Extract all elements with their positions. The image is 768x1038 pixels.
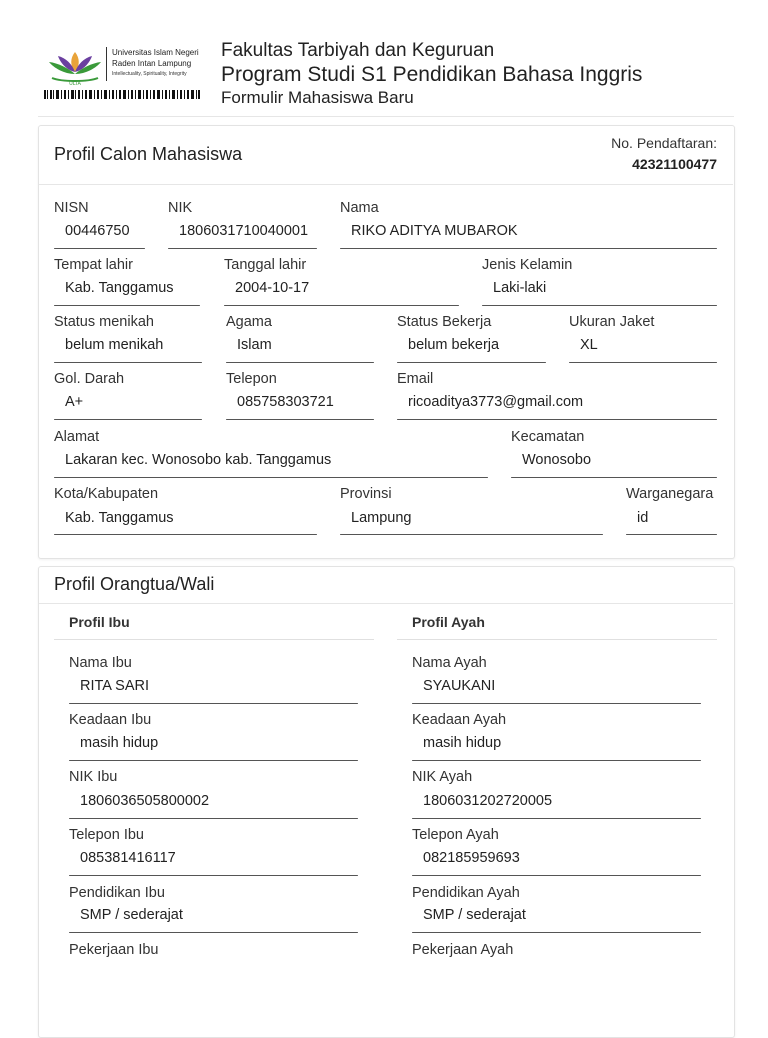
barcode-icon: [44, 90, 200, 99]
tanggal-lahir-underline: [224, 305, 459, 306]
profil-ayah-divider: [397, 639, 717, 640]
telepon-label: Telepon: [226, 371, 277, 387]
telepon-field[interactable]: 085758303721: [237, 394, 334, 410]
ukuran-jaket-label: Ukuran Jaket: [569, 314, 655, 330]
telepon-ibu-label: Telepon Ibu: [69, 827, 144, 843]
nik-ibu-label: NIK Ibu: [69, 769, 118, 785]
ukuran-jaket-field[interactable]: XL: [580, 337, 598, 353]
nik-ayah-field[interactable]: 1806031202720005: [423, 793, 553, 809]
kota-field[interactable]: Kab. Tanggamus: [65, 510, 174, 526]
nisn-field[interactable]: 00446750: [65, 223, 130, 239]
program-title: Program Studi S1 Pendidikan Bahasa Inggris: [221, 63, 643, 86]
warganegara-label: Warganegara: [626, 486, 714, 502]
nama-ibu-field[interactable]: RITA SARI: [80, 678, 150, 694]
jenis-kelamin-underline: [482, 305, 717, 306]
nik-ibu-field[interactable]: 1806036505800002: [80, 793, 210, 809]
nama-label: Nama: [340, 200, 379, 216]
status-menikah-label: Status menikah: [54, 314, 154, 330]
univ-name-line2: Raden Intan Lampung: [112, 59, 192, 68]
univ-tagline: Intellectuality, Spirituality, Integrity: [112, 71, 187, 77]
svg-text:ULTA: ULTA: [69, 81, 81, 86]
jenis-kelamin-field[interactable]: Laki-laki: [493, 280, 547, 296]
keadaan-ayah-field[interactable]: masih hidup: [423, 735, 502, 751]
pekerjaan-ayah-label: Pekerjaan Ayah: [412, 942, 514, 958]
nik-field[interactable]: 1806031710040001: [179, 223, 309, 239]
profil-ibu-title: Profil Ibu: [69, 614, 130, 630]
kecamatan-label: Kecamatan: [511, 429, 585, 445]
profil-ayah-title: Profil Ayah: [412, 614, 485, 630]
registration-label: No. Pendaftaran:: [611, 135, 717, 151]
pendidikan-ayah-label: Pendidikan Ayah: [412, 885, 520, 901]
pendidikan-ayah-field[interactable]: SMP / sederajat: [423, 907, 526, 923]
agama-label: Agama: [226, 314, 272, 330]
ukuran-jaket-underline: [569, 362, 717, 363]
provinsi-underline: [340, 534, 603, 535]
provinsi-label: Provinsi: [340, 486, 392, 502]
telepon-ayah-underline: [412, 875, 701, 876]
kecamatan-underline: [511, 477, 717, 478]
pendidikan-ayah-underline: [412, 932, 701, 933]
telepon-underline: [226, 419, 374, 420]
agama-field[interactable]: Islam: [237, 337, 272, 353]
kecamatan-field[interactable]: Wonosobo: [522, 452, 592, 468]
profil-ibu-divider: [54, 639, 374, 640]
nisn-underline: [54, 248, 145, 249]
univ-name-line1: Universitas Islam Negeri: [112, 48, 199, 57]
gol-darah-field[interactable]: A+: [65, 394, 84, 410]
alamat-underline: [54, 477, 488, 478]
warganegara-underline: [626, 534, 717, 535]
alamat-field[interactable]: Lakaran kec. Wonosobo kab. Tanggamus: [65, 452, 332, 468]
email-label: Email: [397, 371, 434, 387]
form-title: Formulir Mahasiswa Baru: [221, 88, 414, 107]
gol-darah-underline: [54, 419, 202, 420]
profile-card-title: Profil Calon Mahasiswa: [54, 144, 243, 164]
gol-darah-label: Gol. Darah: [54, 371, 125, 387]
agama-underline: [226, 362, 374, 363]
telepon-ibu-underline: [69, 875, 358, 876]
nama-ayah-label: Nama Ayah: [412, 655, 487, 671]
nama-ayah-field[interactable]: SYAUKANI: [423, 678, 496, 694]
status-menikah-field[interactable]: belum menikah: [65, 337, 164, 353]
keadaan-ayah-label: Keadaan Ayah: [412, 712, 507, 728]
nik-ibu-underline: [69, 818, 358, 819]
nama-underline: [340, 248, 717, 249]
provinsi-field[interactable]: Lampung: [351, 510, 412, 526]
kota-underline: [54, 534, 317, 535]
nama-ibu-underline: [69, 703, 358, 704]
keadaan-ibu-field[interactable]: masih hidup: [80, 735, 159, 751]
header-divider: [38, 116, 734, 117]
email-underline: [397, 419, 717, 420]
parents-card-divider: [39, 603, 733, 604]
pendidikan-ibu-label: Pendidikan Ibu: [69, 885, 165, 901]
tempat-lahir-underline: [54, 305, 200, 306]
nik-ayah-underline: [412, 818, 701, 819]
jenis-kelamin-label: Jenis Kelamin: [482, 257, 573, 273]
nama-field[interactable]: RIKO ADITYA MUBAROK: [351, 223, 518, 239]
nik-ayah-label: NIK Ayah: [412, 769, 473, 785]
warganegara-field[interactable]: id: [637, 510, 649, 526]
tempat-lahir-field[interactable]: Kab. Tanggamus: [65, 280, 174, 296]
tempat-lahir-label: Tempat lahir: [54, 257, 133, 273]
keadaan-ibu-label: Keadaan Ibu: [69, 712, 152, 728]
keadaan-ayah-underline: [412, 760, 701, 761]
nik-underline: [168, 248, 317, 249]
nama-ibu-label: Nama Ibu: [69, 655, 132, 671]
logo-divider: [106, 47, 107, 81]
faculty-title: Fakultas Tarbiyah dan Keguruan: [221, 40, 495, 61]
pekerjaan-ibu-label: Pekerjaan Ibu: [69, 942, 159, 958]
keadaan-ibu-underline: [69, 760, 358, 761]
profile-card-divider: [39, 184, 733, 185]
pendidikan-ibu-underline: [69, 932, 358, 933]
tanggal-lahir-label: Tanggal lahir: [224, 257, 307, 273]
telepon-ayah-field[interactable]: 082185959693: [423, 850, 520, 866]
telepon-ibu-field[interactable]: 085381416117: [80, 850, 176, 866]
kota-label: Kota/Kabupaten: [54, 486, 159, 502]
status-menikah-underline: [54, 362, 202, 363]
alamat-label: Alamat: [54, 429, 100, 445]
tanggal-lahir-field[interactable]: 2004-10-17: [235, 280, 310, 296]
lotus-logo-icon: [46, 48, 104, 86]
nik-label: NIK: [168, 200, 193, 216]
status-bekerja-underline: [397, 362, 546, 363]
telepon-ayah-label: Telepon Ayah: [412, 827, 499, 843]
registration-number: 42321100477: [632, 156, 717, 172]
email-field[interactable]: ricoaditya3773@gmail.com: [408, 394, 584, 410]
nisn-label: NISN: [54, 200, 89, 216]
status-bekerja-label: Status Bekerja: [397, 314, 492, 330]
parents-card-title: Profil Orangtua/Wali: [54, 574, 215, 594]
pendidikan-ibu-field[interactable]: SMP / sederajat: [80, 907, 183, 923]
nama-ayah-underline: [412, 703, 701, 704]
status-bekerja-field[interactable]: belum bekerja: [408, 337, 500, 353]
